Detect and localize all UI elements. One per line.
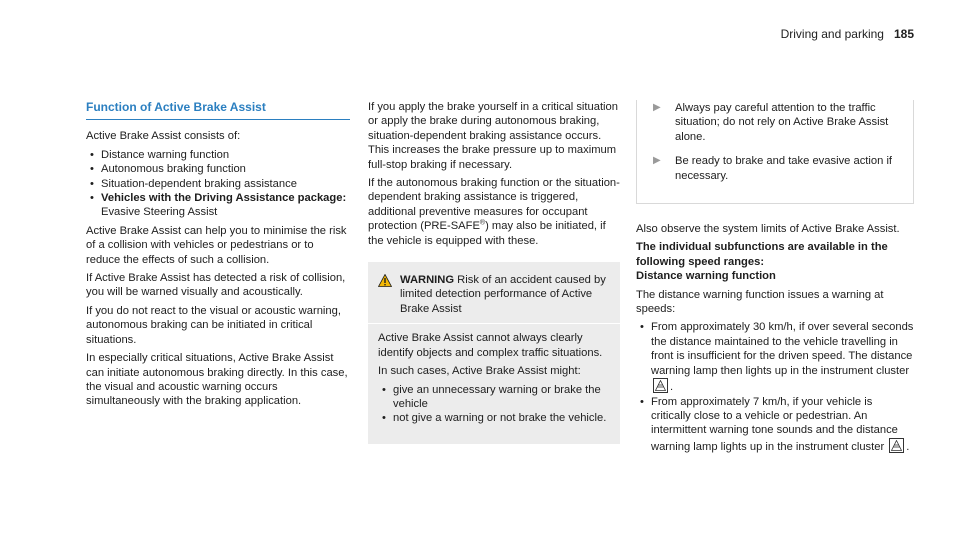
tip-text: Always pay careful attention to the traffic situation; do not rely on Active Brake Assist alone. (675, 102, 889, 143)
registered-mark: ® (479, 219, 486, 227)
column-3 (636, 100, 914, 458)
sentence-end: . (906, 440, 910, 453)
header-section: Driving and parking (780, 27, 884, 41)
vehicles-value: Evasive Steering Assist (101, 206, 218, 219)
warning-divider (368, 323, 620, 324)
list-item: • Autonomous braking function (86, 162, 350, 176)
paragraph: If you do not react to the visual or acoustic warning, autonomous braking can be initiated in critical situations. (86, 304, 341, 346)
distance-warning-lamp-icon (653, 378, 668, 393)
list-item: • Distance warning function (86, 148, 350, 162)
paragraph: If you apply the brake yourself in a critical situation or apply the brake during autonomous braking, situation-dependent braking assistance occurs. This increases the brake pressure up to maximum full-stop braking if necessary. (368, 101, 618, 171)
speed-text: From approximately 7 km/h, if your vehicle is critically close to a vehicle or pedestrian. An intermittent warning tone sounds and the distance warning lamp lights up in the instrument cluster (651, 395, 898, 453)
paragraph: In especially critical situations, Active Brake Assist can initiate autonomous braking directly. In this case, the visual and acoustic warning occurs simultaneously with the braking application. (86, 352, 348, 408)
tip-item (649, 154, 901, 183)
list-item: • give an unnecessary warning or brake the vehicle (378, 383, 610, 412)
distance-warning-lamp-icon (889, 438, 904, 453)
vehicles-label: Vehicles with the Driving Assistance package: (101, 192, 347, 205)
paragraph: If Active Brake Assist has detected a risk of collision, you will be warned visually and acoustically. (86, 272, 346, 299)
warning-body: Active Brake Assist cannot always clearly identify objects and complex traffic situations. (378, 332, 603, 359)
paragraph (368, 176, 620, 248)
paragraph-part: If the autonomous braking function or the situation-dependent braking assistance is triggered, additional preventive measures for occupant protection (PRE-SAFE (368, 177, 620, 233)
list-item (86, 191, 350, 220)
list-item (636, 395, 914, 455)
column-1 (86, 100, 350, 413)
subfunctions-heading: The individual subfunctions are available in the following speed ranges: (636, 241, 888, 268)
warning-header (378, 273, 610, 316)
section-title: Function of Active Brake Assist (86, 100, 350, 120)
warning-heading (400, 273, 610, 316)
list-item (636, 320, 914, 394)
arrow-right-icon: ▶ (653, 102, 661, 113)
paragraph-part: ) may also be initiated, if the vehicle is equipped with these. (368, 220, 606, 247)
list-item: • not give a warning or not brake the vehicle. (378, 411, 610, 425)
warning-triangle-icon (378, 273, 394, 316)
page-header (781, 27, 914, 41)
tips-box (636, 100, 914, 204)
warning-heading-text: Risk of an accident caused by limited detection performance of Active Brake Assist (400, 274, 606, 315)
distance-heading: Distance warning function (636, 270, 776, 283)
tip-text: Be ready to brake and take evasive action if necessary. (675, 155, 893, 182)
warning-list (378, 383, 610, 426)
intro-text: Active Brake Assist consists of: (86, 130, 241, 143)
tip-item (649, 100, 901, 144)
list-item: • Situation-dependent braking assistance (86, 177, 350, 191)
arrow-right-icon: ▶ (653, 155, 661, 167)
warning-label: WARNING (400, 274, 455, 287)
page-number: 185 (893, 27, 914, 41)
paragraph: Active Brake Assist can help you to minimise the risk of a collision with vehicles or pedestrians or to reduce the effects of such a collision. (86, 224, 347, 266)
speed-list (636, 320, 914, 454)
sentence-end: . (670, 381, 674, 394)
speed-text: From approximately 30 km/h, if over several seconds the distance maintained to the vehicle travelling in front is insufficient for the driven speed. The distance warning lamp then lights up in the instrument cluster (651, 321, 914, 377)
warning-body: In such cases, Active Brake Assist might: (378, 365, 581, 378)
column-2 (368, 100, 620, 444)
paragraph: Also observe the system limits of Active Brake Assist. (636, 223, 900, 236)
paragraph: The distance warning function issues a warning at speeds: (636, 288, 884, 316)
components-list (86, 148, 350, 220)
warning-box (368, 262, 620, 444)
